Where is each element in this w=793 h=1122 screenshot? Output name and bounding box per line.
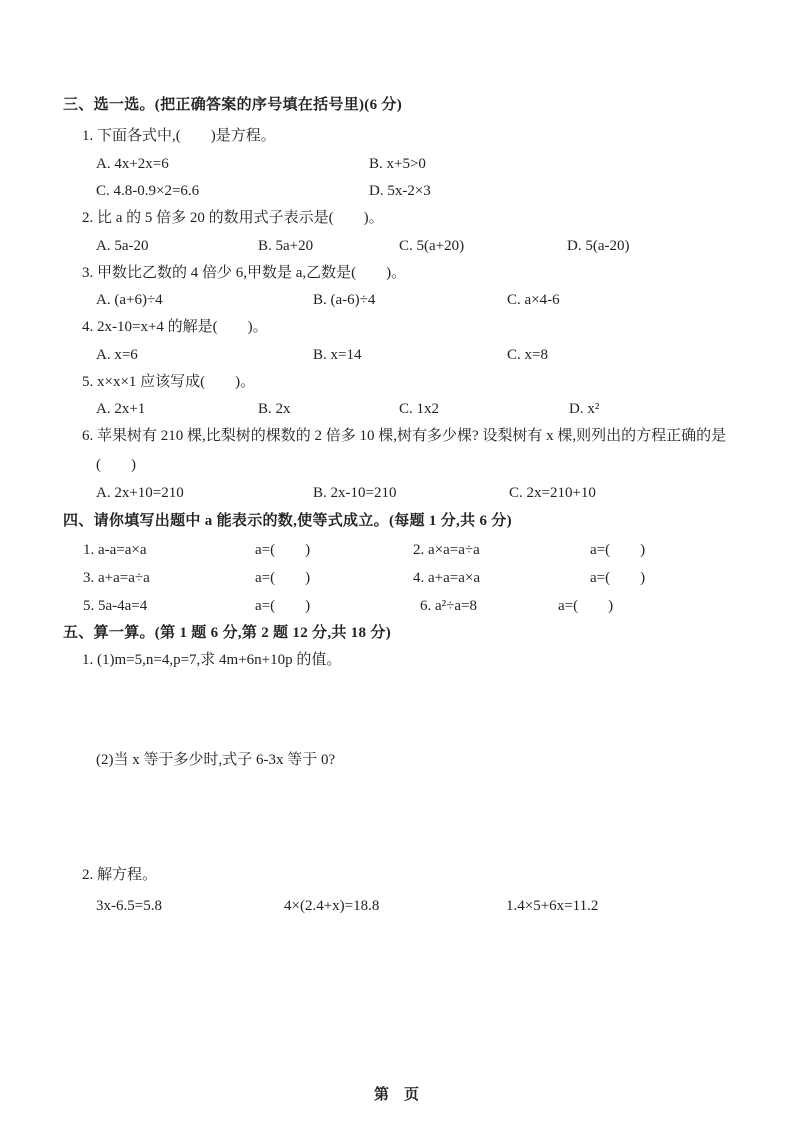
calc-q2-label: 2. 解方程。	[82, 867, 158, 883]
q2-stem: 2. 比 a 的 5 倍多 20 的数用式子表示是( )。	[82, 210, 384, 226]
q6-stem: 6. 苹果树有 210 棵,比梨树的棵数的 2 倍多 10 棵,树有多少棵? 设梨树有 x 棵,则列出的方程正确的是	[82, 428, 727, 444]
q3-stem: 3. 甲数比乙数的 4 倍少 6,甲数是 a,乙数是( )。	[82, 265, 407, 281]
fill-item-1-expr: 1. a-a=a×a	[83, 542, 147, 558]
q5-option-b: B. 2x	[258, 401, 291, 417]
q5-option-a: A. 2x+1	[96, 401, 146, 417]
fill-item-4-answer: a=( )	[590, 570, 646, 586]
fill-item-2-expr: 2. a×a=a÷a	[413, 542, 480, 558]
q5-stem: 5. x×x×1 应该写成( )。	[82, 374, 256, 390]
section-three-title: 三、选一选。(把正确答案的序号填在括号里)(6 分)	[63, 97, 403, 113]
fill-item-2-answer: a=( )	[590, 542, 646, 558]
q6-option-b: B. 2x-10=210	[313, 485, 397, 501]
q4-option-a: A. x=6	[96, 347, 138, 363]
q2-option-b: B. 5a+20	[258, 238, 314, 254]
page-footer: 第 页	[373, 1087, 419, 1103]
equation-3: 1.4×5+6x=11.2	[506, 898, 599, 914]
section-five-title: 五、算一算。(第 1 题 6 分,第 2 题 12 分,共 18 分)	[63, 625, 391, 641]
q6-option-a: A. 2x+10=210	[96, 485, 184, 501]
q3-option-c: C. a×4-6	[507, 292, 560, 308]
q1-option-a: A. 4x+2x=6	[96, 156, 169, 172]
q6-answer-blank: ( )	[96, 457, 136, 473]
q2-option-d: D. 5(a-20)	[567, 238, 630, 254]
fill-item-1-answer: a=( )	[255, 542, 311, 558]
q1-option-d: D. 5x-2×3	[369, 183, 431, 199]
fill-item-3-expr: 3. a+a=a÷a	[83, 570, 150, 586]
q6-option-c: C. 2x=210+10	[509, 485, 596, 501]
fill-item-4-expr: 4. a+a=a×a	[413, 570, 481, 586]
q5-option-c: C. 1x2	[399, 401, 440, 417]
calc-q1-part2: (2)当 x 等于多少时,式子 6-3x 等于 0?	[96, 752, 336, 768]
fill-item-6-expr: 6. a²÷a=8	[420, 598, 478, 614]
q1-option-c: C. 4.8-0.9×2=6.6	[96, 183, 200, 199]
equation-2: 4×(2.4+x)=18.8	[284, 898, 380, 914]
fill-item-5-answer: a=( )	[255, 598, 311, 614]
fill-item-5-expr: 5. 5a-4a=4	[83, 598, 148, 614]
equation-1: 3x-6.5=5.8	[96, 898, 162, 914]
q4-option-b: B. x=14	[313, 347, 362, 363]
q2-option-c: C. 5(a+20)	[399, 238, 465, 254]
calc-q1-part1: 1. (1)m=5,n=4,p=7,求 4m+6n+10p 的值。	[82, 652, 342, 668]
q1-stem: 1. 下面各式中,( )是方程。	[82, 128, 276, 144]
fill-item-3-answer: a=( )	[255, 570, 311, 586]
q3-option-a: A. (a+6)÷4	[96, 292, 163, 308]
q3-option-b: B. (a-6)÷4	[313, 292, 376, 308]
q1-option-b: B. x+5>0	[369, 156, 426, 172]
q2-option-a: A. 5a-20	[96, 238, 149, 254]
q5-option-d: D. x²	[569, 401, 600, 417]
q4-option-c: C. x=8	[507, 347, 548, 363]
q4-stem: 4. 2x-10=x+4 的解是( )。	[82, 319, 268, 335]
fill-item-6-answer: a=( )	[558, 598, 614, 614]
section-four-title: 四、请你填写出题中 a 能表示的数,使等式成立。(每题 1 分,共 6 分)	[63, 513, 512, 529]
